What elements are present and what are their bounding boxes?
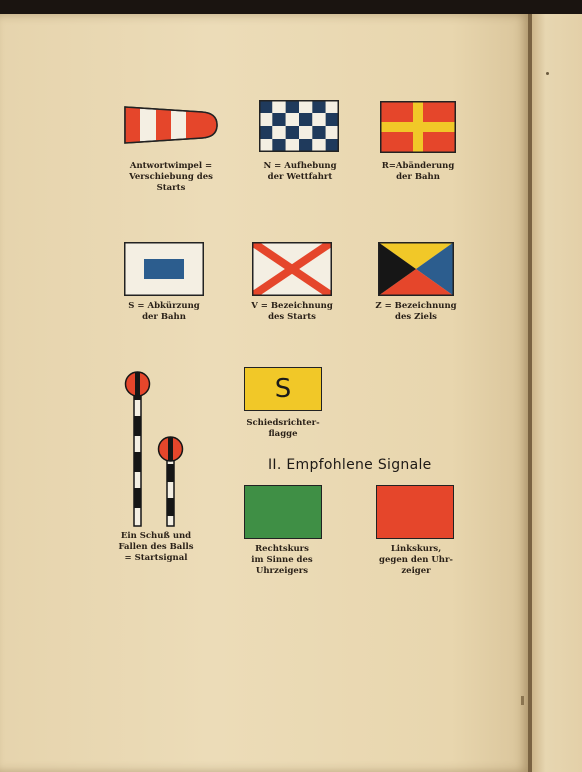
flag-n-icon (259, 100, 339, 152)
checker-square (326, 126, 339, 139)
clockwise-caption: Rechtskurs im Sinne des Uhrzeigers (251, 544, 313, 576)
flag-r-caption: R=Abänderung der Bahn (381, 161, 455, 182)
checker-square (272, 126, 285, 139)
checker-square (259, 100, 272, 113)
flag-z-caption: Z = Bezeichnung des Ziels (375, 301, 457, 322)
flag-v-caption: V = Bezeichnung des Starts (251, 301, 333, 322)
checker-square (272, 100, 285, 113)
book-spine (528, 14, 532, 772)
checker-square (272, 139, 285, 152)
counterclockwise-flag (376, 485, 454, 539)
checker-square (272, 113, 285, 126)
flag-n-caption: N = Aufhebung der Wettfahrt (263, 161, 337, 182)
checker-square (312, 139, 325, 152)
start-signal-balls-icon (120, 368, 190, 528)
page-mark (521, 696, 524, 705)
checker-square (286, 113, 299, 126)
counterclockwise-caption: Linkskurs, gegen den Uhr- zeiger (379, 544, 453, 576)
flag-s-caption: S = Abkürzung der Bahn (128, 301, 200, 322)
referee-flag-letter: S (274, 374, 292, 404)
start-signal-caption: Ein Schuß und Fallen des Balls = Startsignal (118, 531, 194, 563)
referee-flag (244, 367, 322, 411)
flag-z-icon (378, 242, 454, 296)
flag-r-icon (380, 101, 456, 153)
checker-square (259, 113, 272, 126)
clockwise-flag (244, 485, 322, 539)
checker-square (326, 139, 339, 152)
checker-square (286, 126, 299, 139)
checker-square (326, 113, 339, 126)
checker-square (286, 139, 299, 152)
checker-square (312, 113, 325, 126)
flag-v-icon (252, 242, 332, 296)
checker-square (299, 100, 312, 113)
checker-square (259, 139, 272, 152)
checker-square (259, 126, 272, 139)
checker-square (286, 100, 299, 113)
page-speck (546, 72, 549, 75)
flag-s-icon (124, 242, 204, 296)
section-heading: II. Empfohlene Signale (268, 457, 432, 473)
referee-flag-caption: Schiedsrichter- flagge (246, 418, 320, 439)
answer-pennant-caption: Antwortwimpel = Verschiebung des Starts (129, 161, 213, 193)
checker-square (326, 100, 339, 113)
checker-square (299, 139, 312, 152)
answer-pennant-icon (124, 105, 220, 145)
checker-square (312, 126, 325, 139)
checker-square (299, 126, 312, 139)
checker-square (312, 100, 325, 113)
facing-page (530, 14, 582, 772)
checker-square (299, 113, 312, 126)
